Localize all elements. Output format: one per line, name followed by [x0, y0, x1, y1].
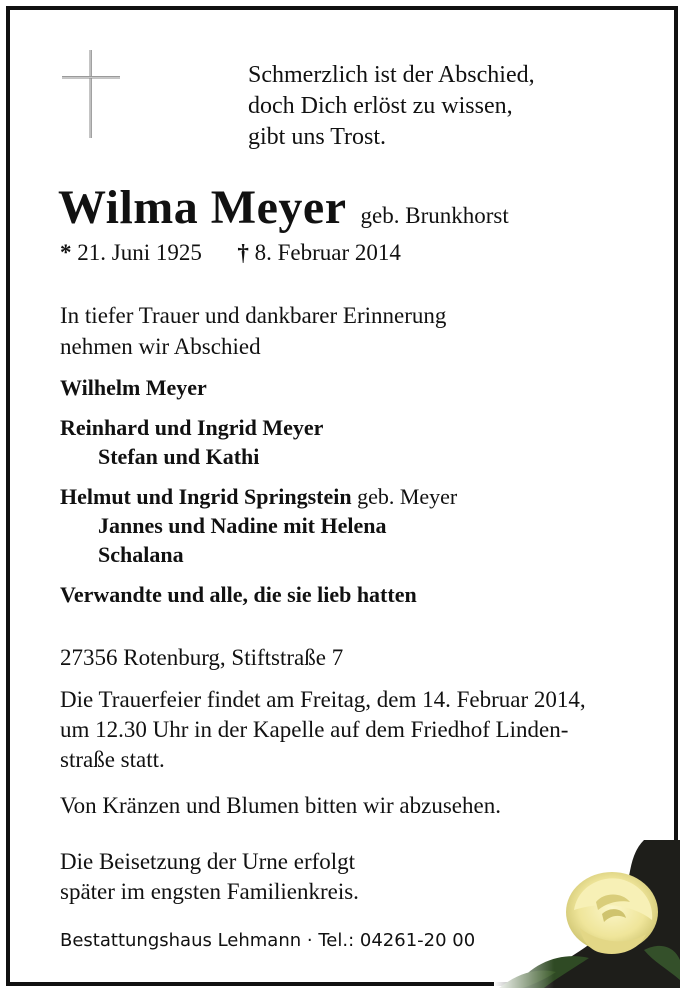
birth-date: 21. Juni 1925	[77, 240, 202, 265]
phone-number: 04261-20 00	[359, 930, 476, 951]
motto-verse	[248, 60, 535, 153]
mourner-sub-name: Schalana	[98, 542, 184, 567]
intro-line: In tiefer Trauer und dankbarer Erinnerung	[60, 303, 447, 328]
mourner-sub-name: Jannes und Nadine mit Helena	[98, 513, 387, 538]
motto-line: doch Dich erlöst zu wissen,	[248, 93, 513, 119]
birth-name: geb. Brunkhorst	[360, 203, 509, 228]
service-line: Die Trauerfeier findet am Freitag, dem 14. Februar 2014,	[60, 687, 586, 712]
address: 27356 Rotenburg, Stiftstraße 7	[60, 645, 344, 670]
funeral-home: Bestattungshaus Lehmann	[60, 930, 302, 951]
mourner-sub-name: Stefan und Kathi	[98, 444, 260, 469]
burial-line: später im engsten Familienkreis.	[60, 879, 359, 904]
mourner-birth-name: geb. Meyer	[357, 484, 458, 509]
life-dates	[60, 240, 401, 266]
mourner-name: Reinhard und Ingrid Meyer	[60, 415, 324, 440]
phone-label: Tel.:	[318, 930, 355, 951]
cross-icon	[60, 48, 122, 140]
relatives-line: Verwandte und alle, die sie lieb hatten	[60, 582, 417, 607]
intro-text	[60, 300, 446, 362]
intro-line: nehmen wir Abschied	[60, 334, 261, 359]
death-date: 8. Februar 2014	[254, 240, 401, 265]
deceased-name: Wilma Meyer	[58, 181, 347, 234]
rose-icon	[494, 840, 680, 988]
mourner-name: Wilhelm Meyer	[60, 375, 207, 400]
mourner-name: Helmut und Ingrid Springstein	[60, 484, 352, 509]
burial-note	[60, 847, 359, 907]
flowers-note: Von Kränzen und Blumen bitten wir abzusehen.	[60, 793, 501, 818]
motto-line: Schmerzlich ist der Abschied,	[248, 62, 535, 88]
service-line: straße statt.	[60, 747, 165, 772]
footer-separator: ·	[306, 930, 313, 951]
motto-line: gibt uns Trost.	[248, 124, 387, 150]
death-symbol: †	[237, 240, 249, 265]
birth-symbol: *	[60, 240, 72, 265]
deceased-name-line	[58, 180, 509, 235]
footer-contact	[60, 930, 475, 951]
burial-line: Die Beisetzung der Urne erfolgt	[60, 849, 356, 874]
service-info	[60, 685, 660, 775]
service-line: um 12.30 Uhr in der Kapelle auf dem Friedhof Linden-	[60, 717, 569, 742]
mourners-list	[60, 373, 457, 609]
